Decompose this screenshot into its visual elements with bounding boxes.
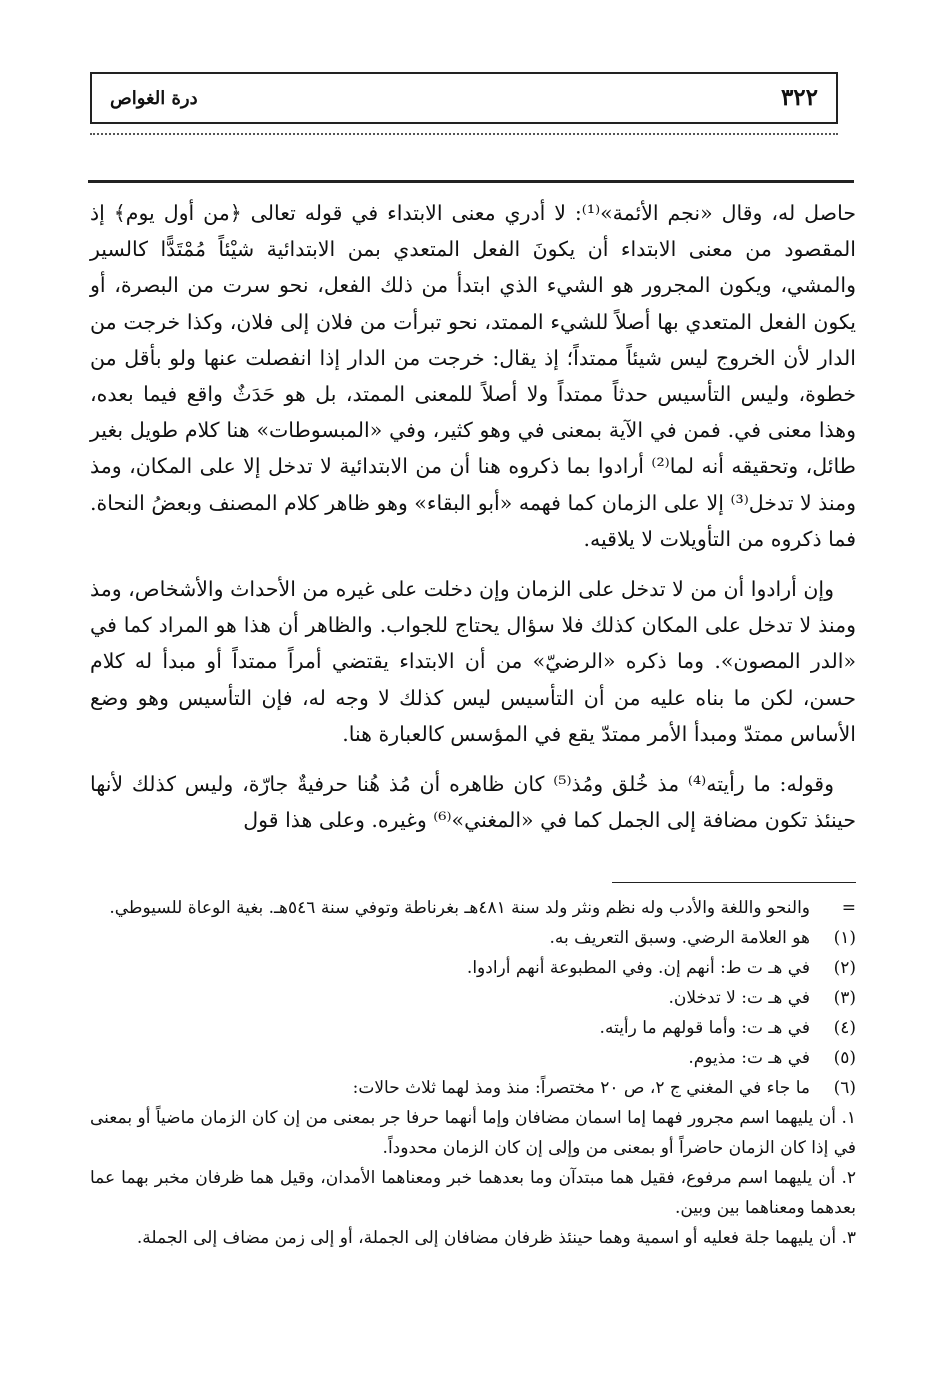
footnote-text: ما جاء في المغني ج ٢، ص ٢٠ مختصراً: منذ ومذ لهما ثلاث حالات: [352, 1078, 810, 1098]
footnote-mark: (٦) [833, 1078, 856, 1098]
footnote-item [90, 983, 856, 1013]
footnote-text: في هـ ت ط: أنهم إن. وفي المطبوعة أنهم أرادوا. [466, 958, 810, 978]
footnotes [90, 893, 856, 1253]
footnote-text: في هـ ت: لا تدخلان. [668, 988, 810, 1008]
footnote-subitem: ٢. أن يليهما اسم مرفوع، فقيل هما مبتدآن وما بعدهما خبر ومعناهما الأمدان، وقيل هما ظرفان مخبر بهما عما بعدهما ومعناهما بين وبين. [90, 1168, 856, 1218]
footnote-subitem: ١. أن يليهما اسم مجرور فهما إما اسمان مضافان وإما أنهما حرفا جر بمعنى من إن كان الزمان ماضياً أو بمعنى في إذا كان الزمان حاضراً أو بمعنى من وإلى إن كان الزمان محدوداً. [90, 1108, 856, 1158]
header-rule [88, 180, 854, 183]
footnote-mark: (٥) [833, 1048, 856, 1068]
footnote-mark: (٢) [833, 958, 856, 978]
paragraph: حاصل له، وقال «نجم الأئمة»⁽¹⁾: لا أدري معنى الابتداء في قوله تعالى ﴿من أول يوم﴾ إذ المقصود من معنى الابتداء أن يكونَ الفعل المتعدي بمن الابتدائية شيْئاً مُمْتَدًّا كالسير والمشي، ويكون المجرور هو الشيء الذي ابتدأ من ذلك الفعل، نحو سرت من البصرة، أو يكون الفعل المتعدي بها أصلاً للشيء الممتد، نحو تبرأت من فلان إلى فلان، وكذا خرجت من الدار لأن الخروج ليس شيئاً ممتداً؛ إذ يقال: خرجت من الدار إذا انفصلت عنها ولو بأقل من خطوة، وليس التأسيس حدثاً ممتداً ولا أصلاً للمعنى الممتد، بل هو حَدَثٌ واقع فيما بعده، وهذا معنى في. فمن في الآية بمعنى في وهو كثير، وفي «المبسوطات» هنا كلام طويل بغير طائل، وتحقيقه أنه لما⁽²⁾ أرادوا بما ذكروه هنا أن من الابتدائية لا تدخل إلا على المكان، ومذ ومنذ لا تدخل⁽³⁾ إلا على الزمان كما فهمه «أبو البقاء» وهو ظاهر كلام المصنف وبعضُ النحاة. فما ذكروه من التأويلات لا يلاقيه. [90, 201, 857, 551]
footnote-text: هو العلامة الرضي. وسبق التعريف به. [549, 928, 810, 948]
footnote-text: في هـ ت: وأما قولهم ما رأيته. [599, 1018, 810, 1038]
footnote-item [90, 1013, 856, 1043]
main-text [90, 195, 856, 852]
footnote-continuation [90, 893, 856, 923]
footnote-subitem: ٣. أن يليهما جلة فعليه أو اسمية وهما حينئذ ظرفان مضافان إلى الجملة، أو إلى زمن مضاف إلى الجملة. [136, 1228, 856, 1248]
footnote-item [90, 953, 856, 983]
footnote-mark: (٤) [833, 1018, 856, 1038]
footnote-text: في هـ ت: مذيوم. [688, 1048, 810, 1068]
page-number: ٣٢٢ [780, 84, 818, 111]
footnote-item [90, 1043, 856, 1073]
footnote-item [90, 1073, 856, 1103]
footnote-mark: (٣) [833, 988, 856, 1008]
footnote-rule [612, 882, 856, 883]
dotted-divider [90, 133, 838, 137]
footnote-item [90, 923, 856, 953]
footnote-text: والنحو واللغة والأدب وله نظم ونثر ولد سنة ٤٨١هـ بغرناطة وتوفي سنة ٥٤٦هـ. بغية الوعاة للسيوطي. [109, 898, 810, 918]
footnote-mark: (١) [833, 928, 856, 948]
paragraph: وإن أرادوا أن من لا تدخل على الزمان وإن دخلت على غيره من الأحداث والأشخاص، ومذ ومنذ لا تدخل على المكان كذلك فلا سؤال يحتاج للجواب. والظاهر أن هذا هو المراد كما في «الدر المصون». وما ذكره «الرضيّ» من أن الابتداء يقتضي أمراً ممتداً أو مبدأ له كلام حسن، لكن ما بناه عليه من أن التأسيس ليس كذلك لا وجه له، فإن التأسيس وهو وضع الأساس ممتدّ ومبدأ الأمر ممتدّ يقع في المؤسس كالعبارة هنا. [90, 577, 856, 746]
running-title: درة الغواص [110, 88, 198, 109]
page-header [90, 72, 838, 124]
footnote-mark: = [841, 898, 856, 918]
paragraph: وقوله: ما رأيته⁽⁴⁾ مذ خُلق ومُذ⁽⁵⁾ كان ظاهره أن مُذ هُنا حرفيةٌ جارّة، وليس كذلك لأنها حينئذ تكون مضافة إلى الجمل كما في «المغني»⁽⁶⁾ وغيره. وعلى هذا قول [90, 772, 856, 833]
